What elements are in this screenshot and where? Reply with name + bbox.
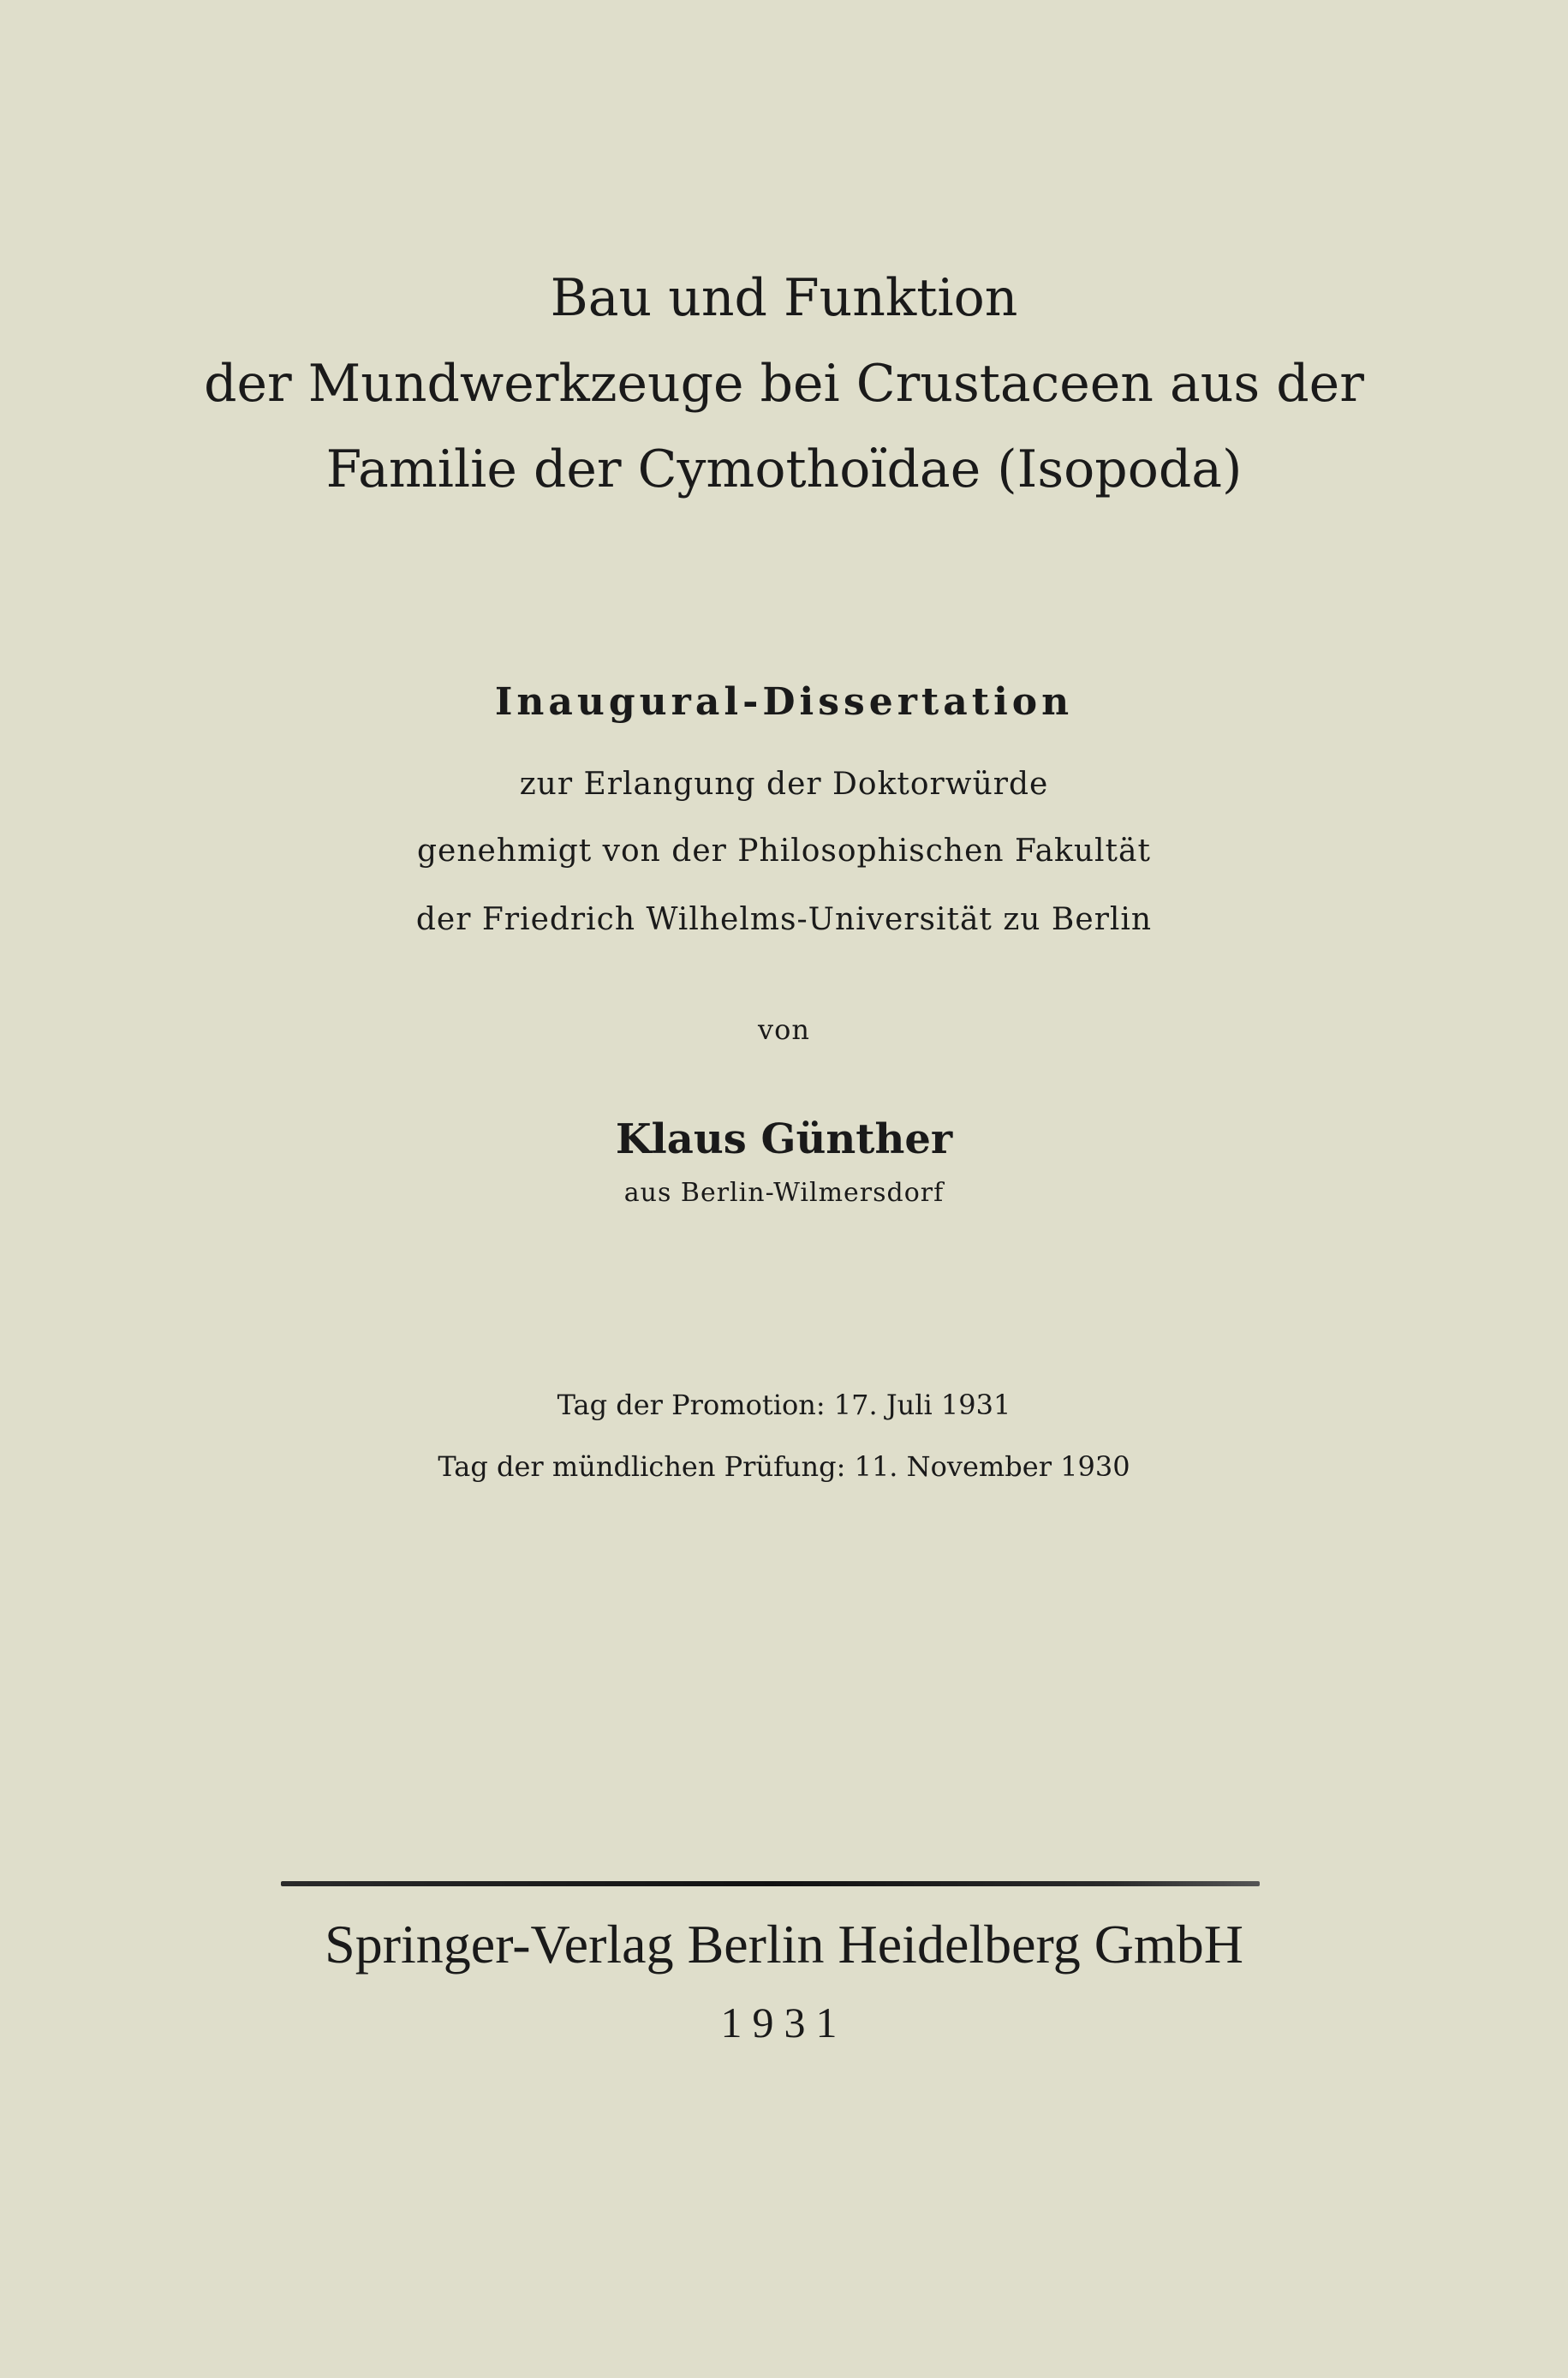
dissertation-line-1: zur Erlangung der Doktorwürde xyxy=(519,767,1049,802)
author-von: von xyxy=(758,1013,810,1046)
exam-date: Tag der mündlichen Prüfung: 11. November 1930 xyxy=(438,1450,1130,1483)
author-name: Klaus Günther xyxy=(615,1115,953,1163)
promotion-date: Tag der Promotion: 17. Juli 1931 xyxy=(557,1389,1011,1421)
dissertation-line-2: genehmigt von der Philosophischen Fakultät xyxy=(417,833,1151,869)
publication-year: 1931 xyxy=(720,1999,848,2046)
title-line-3: Familie der Cymothoïdae (Isopoda) xyxy=(325,439,1243,499)
publisher-name: Springer-Verlag Berlin Heidelberg GmbH xyxy=(325,1914,1243,1975)
author-origin: aus Berlin-Wilmersdorf xyxy=(623,1178,945,1208)
title-line-2: der Mundwerkzeuge bei Crustaceen aus der xyxy=(204,354,1364,414)
dissertation-heading: Inaugural-Dissertation xyxy=(494,680,1074,724)
divider-rule xyxy=(281,1881,1260,1886)
dissertation-line-3: der Friedrich Wilhelms-Universität zu Berlin xyxy=(415,902,1153,937)
title-line-1: Bau und Funktion xyxy=(550,268,1018,328)
